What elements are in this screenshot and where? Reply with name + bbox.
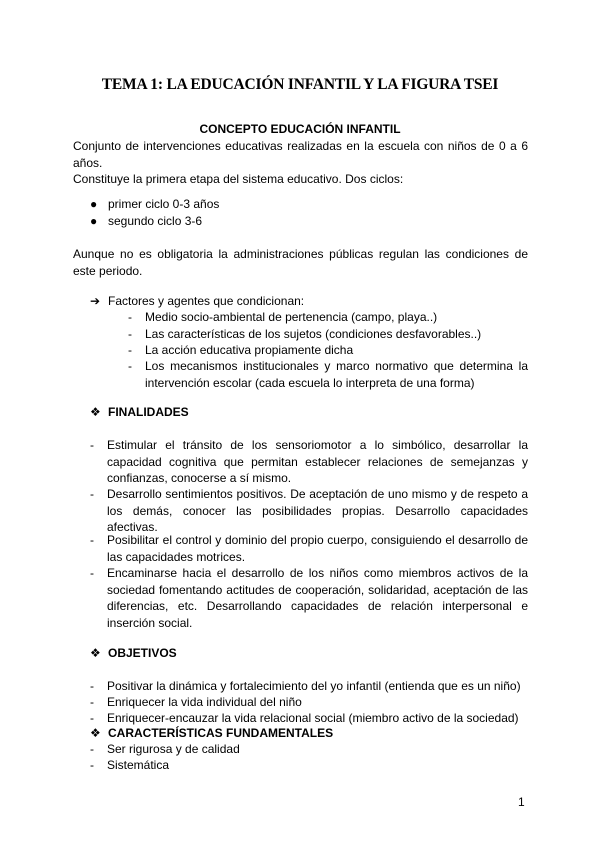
diamond-bullet-icon: ❖ [90, 405, 101, 419]
dash-marker: - [128, 343, 132, 357]
dash-marker: - [90, 438, 94, 452]
dash-marker: - [128, 327, 132, 341]
dash-marker: - [90, 679, 94, 693]
factor-text: La acción educativa propiamente dicha [145, 343, 354, 357]
factor-text: Medio socio-ambiental de pertenencia (campo, playa..) [145, 310, 438, 324]
dash-marker: - [128, 310, 132, 324]
bullet-icon: ● [90, 197, 98, 211]
list-item [90, 213, 202, 230]
dash-marker: - [90, 742, 94, 756]
concept-paragraph-3: Aunque no es obligatoria la administraciones públicas regulan las condiciones de este periodo. [73, 247, 528, 278]
factors-label: Factores y agentes que condicionan: [108, 294, 305, 308]
list-item [90, 196, 219, 213]
page-number: 1 [518, 795, 525, 809]
finalidad-text: Desarrollo sentimientos positivos. De aceptación de uno mismo y de respeto a los demás, conocer las posibilidades propias. Desarrollo capacidades afectivas. [107, 487, 528, 534]
dash-marker: - [90, 758, 94, 772]
objetivo-text: Positivar la dinámica y fortalecimiento del yo infantil (entienda que es un niño) [107, 679, 521, 693]
diamond-bullet-icon: ❖ [90, 646, 101, 660]
caracteristicas-heading [90, 725, 333, 742]
objetivos-heading [90, 645, 177, 662]
bullet-icon: ● [90, 214, 98, 228]
cycle-label: segundo ciclo 3-6 [108, 214, 203, 228]
dash-marker: - [90, 695, 94, 709]
dash-marker: - [90, 533, 94, 547]
objetivos-title: OBJETIVOS [108, 646, 177, 660]
objetivo-text: Enriquecer la vida individual del niño [107, 695, 302, 709]
document-title: TEMA 1: LA EDUCACIÓN INFANTIL Y LA FIGURA TSEI [101, 76, 499, 93]
factors-line [90, 293, 304, 310]
dash-marker: - [90, 487, 94, 501]
concept-paragraph-1: Conjunto de intervenciones educativas realizadas en la escuela con niños de 0 a 6 años. [73, 139, 528, 170]
dash-marker: - [128, 359, 132, 373]
finalidad-text: Estimular el tránsito de los sensoriomotor a lo simbólico, desarrollar la capacidad cognitiva que permitan establecer relaciones de semejanzas y confianzas, conocerse a sí mismo. [107, 438, 528, 485]
caracteristicas-title: CARACTERÍSTICAS FUNDAMENTALES [108, 726, 334, 740]
cycle-label: primer ciclo 0-3 años [108, 197, 220, 211]
factor-text: Las características de los sujetos (condiciones desfavorables..) [145, 327, 482, 341]
caracteristica-text: Sistemática [107, 758, 170, 772]
finalidades-title: FINALIDADES [108, 405, 189, 419]
concept-paragraph-2: Constituye la primera etapa del sistema educativo. Dos ciclos: [73, 172, 404, 186]
objetivo-text: Enriquecer-encauzar la vida relacional social (miembro activo de la sociedad) [107, 711, 519, 725]
dash-marker: - [90, 711, 94, 725]
finalidades-heading [90, 404, 189, 421]
arrow-right-icon: ➔ [90, 294, 101, 308]
finalidad-text: Posibilitar el control y dominio del propio cuerpo, consiguiendo el desarrollo de las capacidades motrices. [107, 533, 528, 564]
finalidad-text: Encaminarse hacia el desarrollo de los niños como miembros activos de la sociedad fomentando actitudes de cooperación, solidaridad, aceptación de las diferencias, etc. Desarrollando capacidades de relación interpersonal e inserción social. [107, 566, 528, 630]
factor-text: Los mecanismos institucionales y marco normativo que determina la intervención escolar (cada escuela lo interpreta de una forma) [145, 359, 528, 390]
diamond-bullet-icon: ❖ [90, 726, 101, 740]
dash-marker: - [90, 566, 94, 580]
caracteristica-text: Ser rigurosa y de calidad [107, 742, 240, 756]
concept-heading: CONCEPTO EDUCACIÓN INFANTIL [199, 122, 401, 136]
